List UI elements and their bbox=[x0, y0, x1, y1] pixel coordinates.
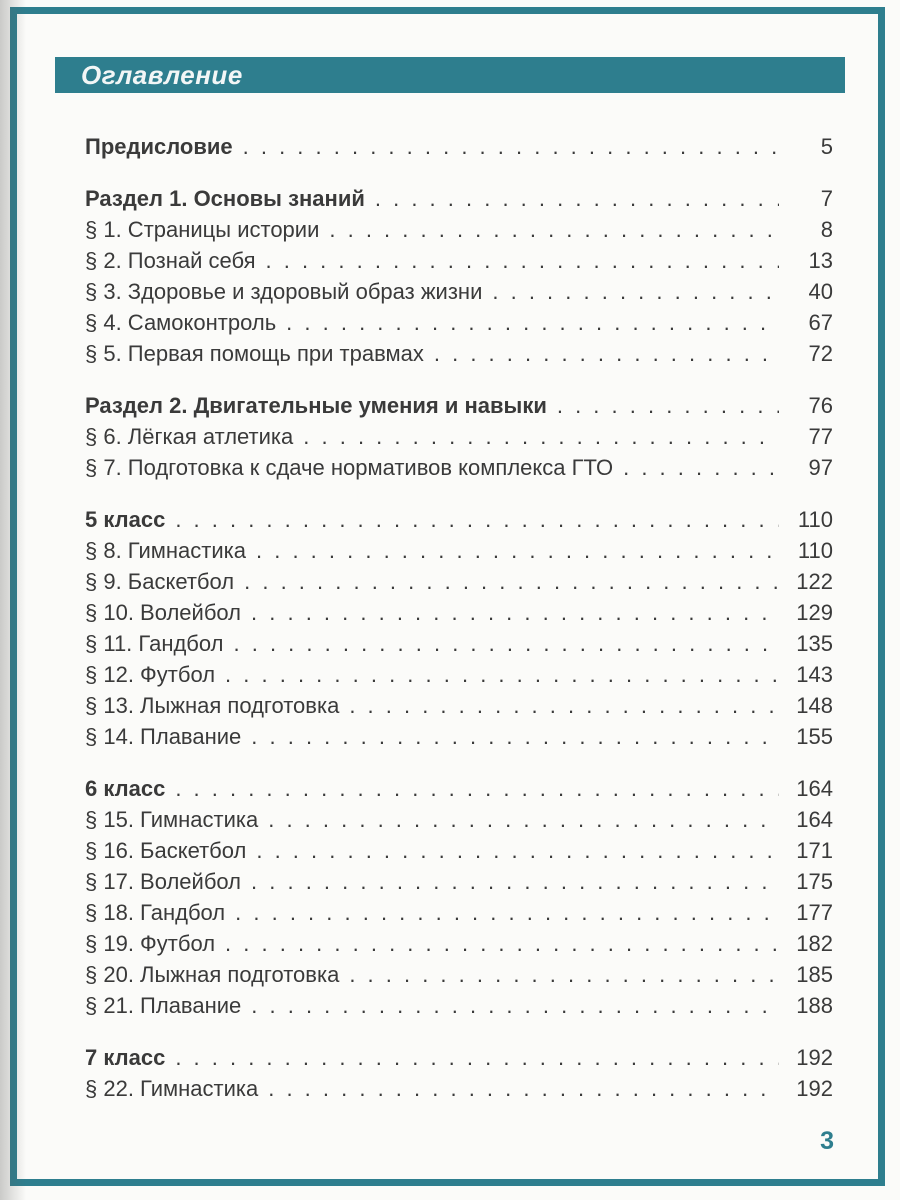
toc-dot-leader bbox=[175, 1042, 779, 1073]
toc-entry bbox=[85, 959, 833, 990]
toc-entry bbox=[85, 866, 833, 897]
toc-dot-leader bbox=[329, 214, 779, 245]
toc-entry bbox=[85, 504, 833, 535]
page-number: 3 bbox=[820, 1127, 834, 1155]
toc-dot-leader bbox=[349, 959, 779, 990]
toc-entry bbox=[85, 659, 833, 690]
toc-entry-title: Раздел 2. Двигательные умения и навыки bbox=[85, 393, 547, 418]
toc-entry-page: 7 bbox=[820, 186, 833, 211]
toc-entry-page: 164 bbox=[796, 807, 833, 832]
toc-entry bbox=[85, 835, 833, 866]
toc-entry bbox=[85, 773, 833, 804]
toc-entry-page: 122 bbox=[796, 569, 833, 594]
toc-entry-title: § 5. Первая помощь при травмах bbox=[85, 341, 424, 366]
toc-entry-page: 97 bbox=[808, 455, 833, 480]
toc-entry-title: § 4. Самоконтроль bbox=[85, 310, 277, 335]
toc-entry-page: 40 bbox=[808, 279, 833, 304]
toc-entry bbox=[85, 804, 833, 835]
toc-dot-leader bbox=[251, 721, 779, 752]
toc-entry bbox=[85, 421, 833, 452]
toc-entry-title: § 1. Страницы истории bbox=[85, 217, 320, 242]
toc-entry bbox=[85, 1073, 833, 1104]
toc-dot-leader bbox=[244, 566, 779, 597]
toc-entry-title: § 8. Гимнастика bbox=[85, 538, 246, 563]
toc-entry-title: § 22. Гимнастика bbox=[85, 1076, 259, 1101]
toc-dot-leader bbox=[303, 421, 779, 452]
toc-entry-title: 7 класс bbox=[85, 1045, 166, 1070]
toc-entry bbox=[85, 897, 833, 928]
toc-entry-title: § 21. Плавание bbox=[85, 993, 242, 1018]
page-content bbox=[55, 57, 845, 1104]
toc-dot-leader bbox=[266, 245, 780, 276]
toc-entry-page: 143 bbox=[796, 662, 833, 687]
toc-entry-page: 67 bbox=[808, 310, 833, 335]
toc-entry-page: 155 bbox=[796, 724, 833, 749]
toc-entry bbox=[85, 452, 833, 483]
toc-entry bbox=[85, 390, 833, 421]
toc-entry bbox=[85, 276, 833, 307]
toc-dot-leader bbox=[225, 928, 779, 959]
toc-entry-title: Раздел 1. Основы знаний bbox=[85, 186, 365, 211]
toc-entry-page: 13 bbox=[808, 248, 833, 273]
toc-dot-leader bbox=[286, 307, 779, 338]
toc-entry bbox=[85, 1042, 833, 1073]
toc-entry-page: 177 bbox=[796, 900, 833, 925]
toc-entry-title: § 18. Гандбол bbox=[85, 900, 226, 925]
toc-entry-page: 77 bbox=[808, 424, 833, 449]
toc-entry bbox=[85, 566, 833, 597]
toc-entry bbox=[85, 183, 833, 214]
toc-dot-leader bbox=[268, 1073, 779, 1104]
toc-entry-title: § 7. Подготовка к сдаче нормативов комплекса ГТО bbox=[85, 455, 614, 480]
toc-entry bbox=[85, 628, 833, 659]
toc-entry-page: 164 bbox=[796, 776, 833, 801]
toc-entry bbox=[85, 131, 833, 162]
toc-entry-title: § 17. Волейбол bbox=[85, 869, 242, 894]
toc-entry-title: § 15. Гимнастика bbox=[85, 807, 259, 832]
toc-list bbox=[55, 131, 845, 1104]
toc-dot-leader bbox=[175, 504, 779, 535]
toc-dot-leader bbox=[492, 276, 779, 307]
toc-entry-page: 5 bbox=[820, 134, 833, 159]
toc-dot-leader bbox=[251, 990, 779, 1021]
toc-dot-leader bbox=[235, 897, 779, 928]
toc-dot-leader bbox=[251, 597, 779, 628]
toc-dot-leader bbox=[256, 535, 779, 566]
toc-entry bbox=[85, 690, 833, 721]
toc-entry-page: 8 bbox=[820, 217, 833, 242]
toc-entry-title: § 3. Здоровье и здоровый образ жизни bbox=[85, 279, 483, 304]
toc-dot-leader bbox=[268, 804, 779, 835]
toc-entry-page: 188 bbox=[796, 993, 833, 1018]
toc-entry-page: 192 bbox=[796, 1045, 833, 1070]
toc-entry bbox=[85, 245, 833, 276]
toc-dot-leader bbox=[557, 390, 779, 421]
toc-dot-leader bbox=[375, 183, 779, 214]
toc-entry-page: 148 bbox=[796, 693, 833, 718]
toc-entry-page: 110 bbox=[797, 507, 833, 532]
toc-entry-title: § 9. Баскетбол bbox=[85, 569, 235, 594]
toc-dot-leader bbox=[256, 835, 779, 866]
toc-entry-title: § 12. Футбол bbox=[85, 662, 216, 687]
toc-entry-title: § 13. Лыжная подготовка bbox=[85, 693, 340, 718]
toc-dot-leader bbox=[234, 628, 780, 659]
toc-entry-page: 175 bbox=[796, 869, 833, 894]
toc-entry-title: § 20. Лыжная подготовка bbox=[85, 962, 340, 987]
toc-entry-title: 5 класс bbox=[85, 507, 166, 532]
toc-entry-title: § 2. Познай себя bbox=[85, 248, 256, 273]
toc-dot-leader bbox=[243, 131, 779, 162]
toc-dot-leader bbox=[175, 773, 779, 804]
toc-entry bbox=[85, 338, 833, 369]
toc-entry-title: § 6. Лёгкая атлетика bbox=[85, 424, 294, 449]
toc-entry-page: 110 bbox=[797, 538, 833, 563]
toc-entry bbox=[85, 214, 833, 245]
toc-entry-page: 135 bbox=[796, 631, 833, 656]
toc-entry bbox=[85, 721, 833, 752]
toc-entry-page: 76 bbox=[808, 393, 833, 418]
toc-entry-title: Предисловие bbox=[85, 134, 233, 159]
toc-entry-page: 72 bbox=[808, 341, 833, 366]
toc-entry-page: 192 bbox=[796, 1076, 833, 1101]
toc-entry bbox=[85, 307, 833, 338]
toc-entry-title: 6 класс bbox=[85, 776, 166, 801]
toc-entry-page: 171 bbox=[796, 838, 833, 863]
toc-entry-title: § 11. Гандбол bbox=[85, 631, 224, 656]
toc-entry-title: § 10. Волейбол bbox=[85, 600, 242, 625]
toc-entry-title: § 14. Плавание bbox=[85, 724, 242, 749]
toc-entry-title: § 16. Баскетбол bbox=[85, 838, 247, 863]
toc-entry bbox=[85, 535, 833, 566]
toc-entry bbox=[85, 928, 833, 959]
toc-header-title: Оглавление bbox=[81, 59, 243, 90]
toc-entry-page: 129 bbox=[796, 600, 833, 625]
toc-dot-leader bbox=[434, 338, 779, 369]
toc-dot-leader bbox=[225, 659, 779, 690]
toc-dot-leader bbox=[349, 690, 779, 721]
toc-header bbox=[55, 57, 845, 93]
toc-entry bbox=[85, 597, 833, 628]
toc-entry-title: § 19. Футбол bbox=[85, 931, 216, 956]
toc-entry-page: 182 bbox=[796, 931, 833, 956]
toc-entry-page: 185 bbox=[796, 962, 833, 987]
toc-dot-leader bbox=[251, 866, 779, 897]
toc-entry bbox=[85, 990, 833, 1021]
toc-dot-leader bbox=[623, 452, 779, 483]
